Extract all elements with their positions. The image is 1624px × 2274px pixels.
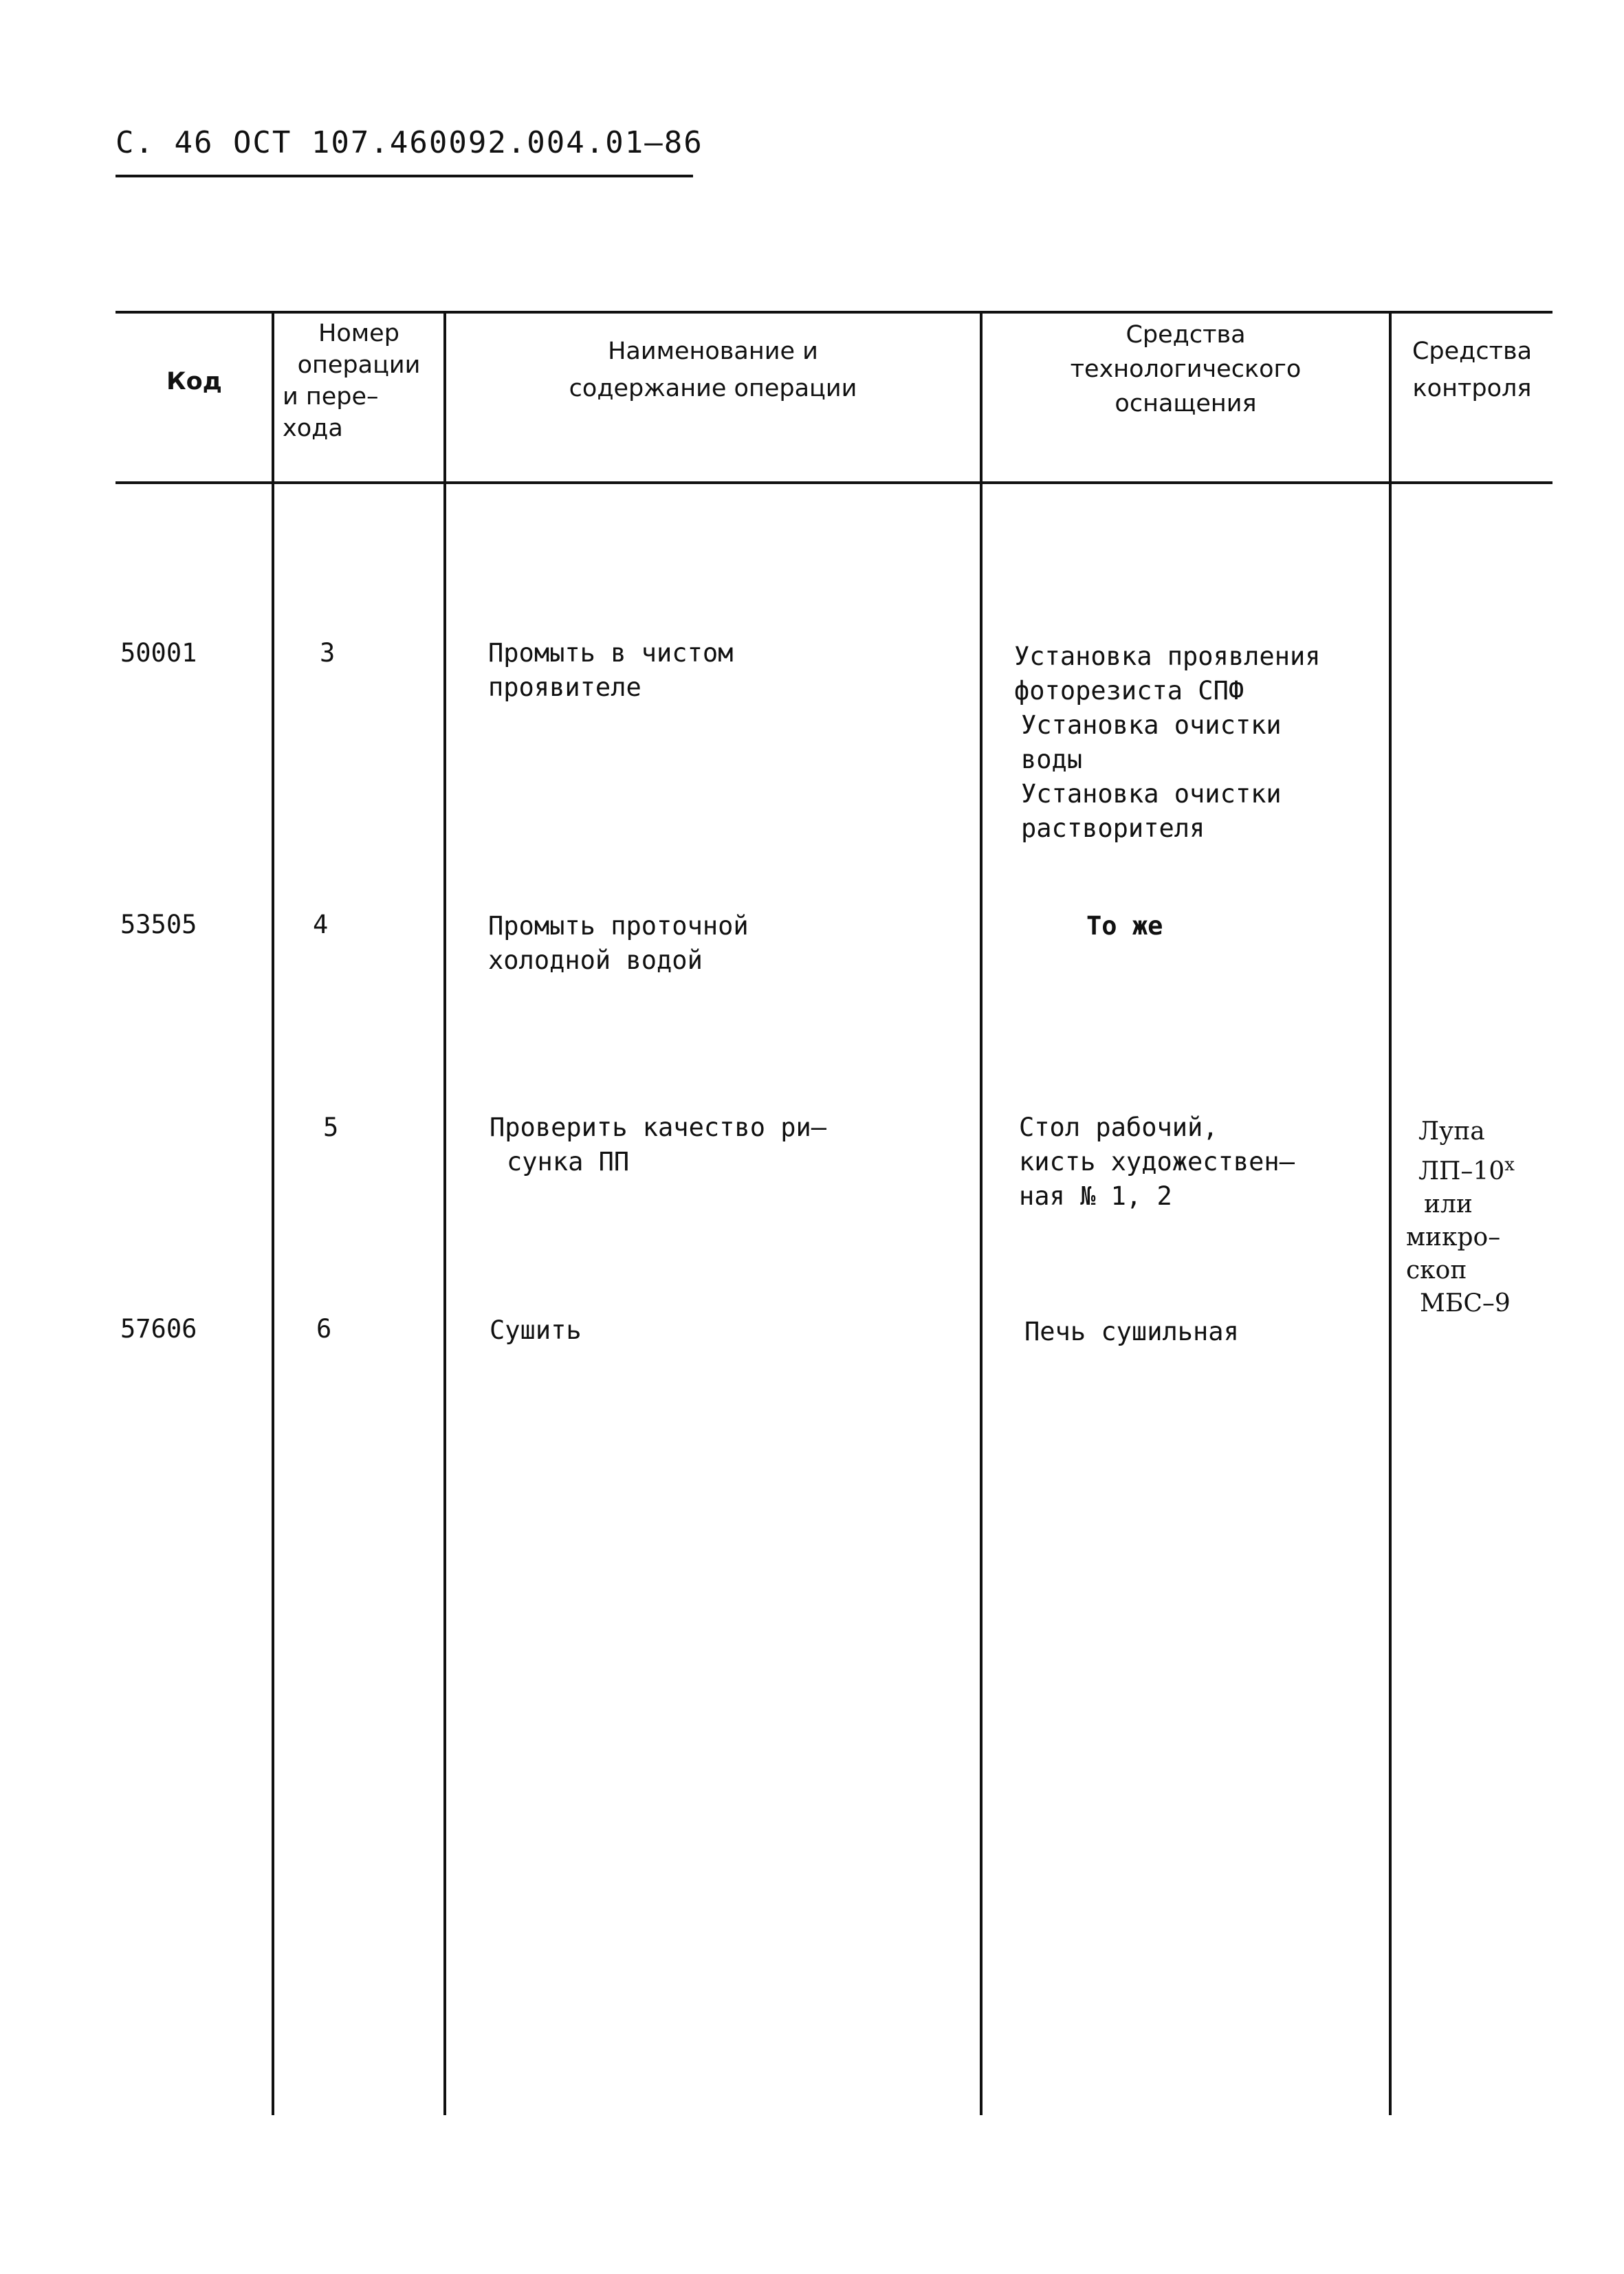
column-header-control: Средства контроля xyxy=(1412,338,1533,402)
table-row-4-code: 57606 xyxy=(120,1314,197,1344)
column-header-operation: Наименование и содержание операции xyxy=(569,338,857,402)
table-row-2-equipment: То же xyxy=(1086,911,1163,941)
header-underline xyxy=(116,175,693,177)
table-row-3-operation: Проверить качество ри– сунка ПП xyxy=(490,1113,827,1177)
column-divider-4 xyxy=(1389,311,1392,2115)
column-divider-1 xyxy=(272,311,274,2115)
table-row-1-number: 3 xyxy=(320,638,336,668)
table-row-4-number: 6 xyxy=(316,1314,332,1344)
table-row-3-equipment: Стол рабочий, кисть художествен– ная № 1, 2 xyxy=(1019,1113,1295,1211)
table-row-2-number: 4 xyxy=(313,910,329,939)
column-divider-3 xyxy=(980,311,983,2115)
table-row-3-control: Лупа ЛП–10$^x$ или микро– скоп МБС–9 xyxy=(1406,1117,1515,1318)
column-divider-2 xyxy=(443,311,446,2115)
table-top-border xyxy=(116,311,1552,314)
column-header-number: Номер операции и пере– хода xyxy=(283,320,421,442)
table-header-bottom-border xyxy=(116,481,1552,484)
table-row-4-operation: Сушить xyxy=(490,1315,582,1345)
table-row-1-operation: Промыть в чистом проявителе xyxy=(488,638,734,702)
table-row-1-code: 50001 xyxy=(120,638,197,668)
page-header-title: С. 46 ОСТ 107.460092.004.01–86 xyxy=(116,125,703,160)
column-header-code: Код xyxy=(166,368,222,395)
column-header-equipment: Средства технологического оснащения xyxy=(1070,321,1302,417)
table-row-4-equipment: Печь сушильная xyxy=(1024,1317,1239,1346)
table-row-1-equipment: Установка проявления фоторезиста СПФ Установка очистки воды Установка очистки растворителя xyxy=(1014,642,1321,843)
table-row-3-number: 5 xyxy=(323,1113,339,1142)
table-row-2-code: 53505 xyxy=(120,910,197,939)
table-row-2-operation: Промыть проточной холодной водой xyxy=(488,911,749,975)
